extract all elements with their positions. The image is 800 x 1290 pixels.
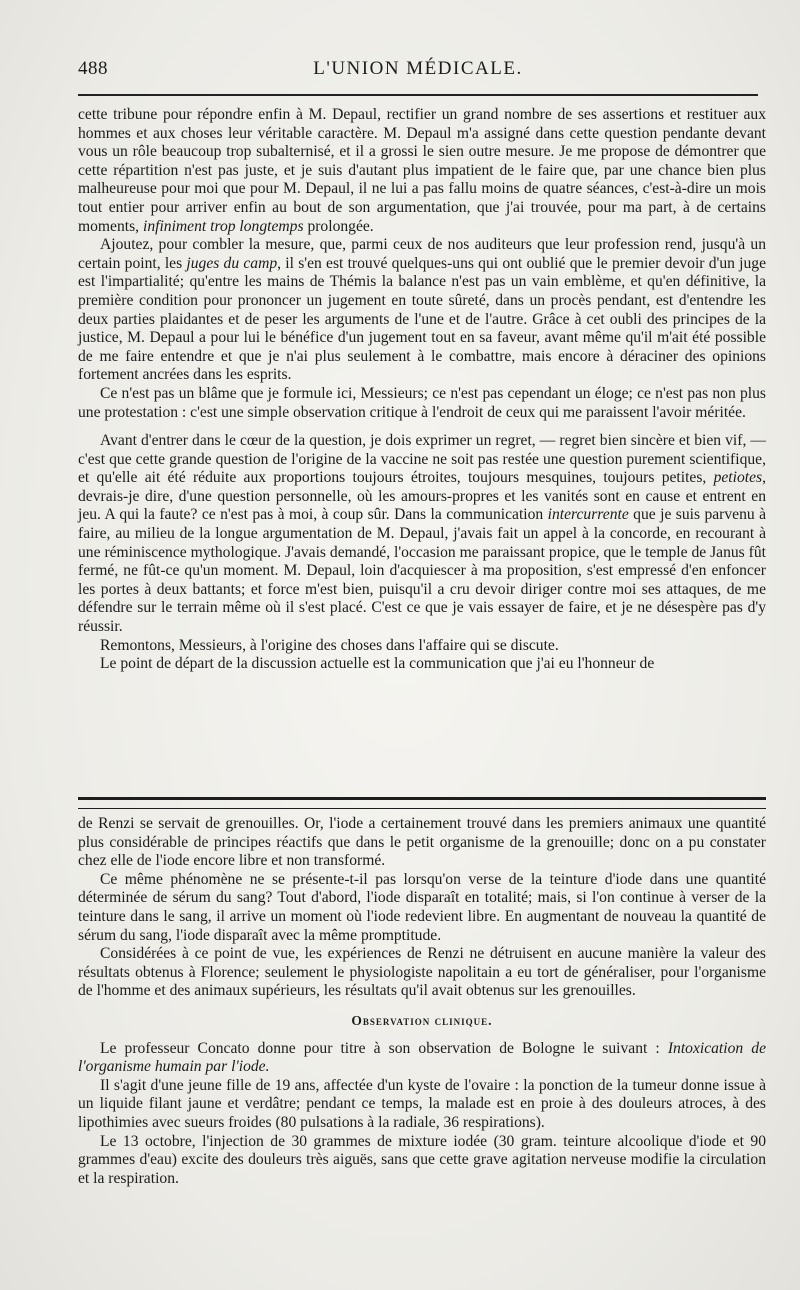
clinical-paragraph-1 — [78, 1040, 766, 1077]
paragraph-4-mid: , devrais-je dire, d'une question personnelle, où les amours-propres et les vanités sont en cause et entrent en jeu. A qui la faute? ce n'est pas à moi, à coup sûr. Dans la communication — [78, 469, 766, 524]
paragraph-1-tail: prolongée. — [303, 217, 374, 235]
paragraph-1-text: cette tribune pour répondre enfin à M. Depaul, rectifier un grand nombre de ses assertions et restituer aux hommes et aux choses leur véritable caractère. M. Depaul m'a assigné dans cette question pendante devant vous un rôle beaucoup trop subalternisé, et il a grossi le sien outre mesure. Je me propose de démontrer que cette répartition n'est pas juste, et je suis d'autant plus impatient de le faire que, par une chance bien plus malheureuse pour moi que pour M. Depaul, il ne lui a pas fallu moins de quatre séances, c'est-à-dire un mois tout entier pour arriver enfin au bout de son argumentation, que j'ai trouvée, pour ma part, à de certains moments, — [78, 106, 766, 235]
clinical-title-italic: Intoxication de l'organisme humain par l'iode. — [78, 1039, 766, 1076]
bottom-paragraph-2: Ce même phénomène ne se présente-t-il pas lorsqu'on verse de la teinture d'iode dans une quantité déterminée de sérum du sang? Tout d'abord, l'iode disparaît en totalité; mais, si l'on continue à verser de la teinture dans le sang, il arrive un moment où l'iode redevient libre. En augmentant de nouveau la quantité de sérum du sang, l'iode disparaît avec la même promptitude. — [78, 870, 766, 944]
page-header — [78, 58, 758, 88]
running-title: L'UNION MÉDICALE. — [313, 58, 523, 79]
paragraph-2 — [78, 236, 766, 385]
page-number: 488 — [78, 58, 108, 79]
paragraph-2-text: Ajoutez, pour combler la mesure, que, parmi ceux de nos auditeurs que leur profession rend, jusqu'à un certain point, les — [78, 236, 766, 272]
paragraph-2-italic: juges du camp — [186, 254, 278, 272]
clinical-paragraph-2: Il s'agit d'une jeune fille de 19 ans, affectée d'un kyste de l'ovaire : la ponction de la tumeur donne issue à un liquide filant jaune et verdâtre; pendant ce temps, la malade est en proie à des douleurs atroces, à des lipothimies avec sueurs froides (80 pulsations à la radiale, 36 respirations). — [78, 1076, 766, 1131]
paragraph-4-tail: que je suis parvenu à faire, au milieu de la longue argumentation de M. Depaul, j'avais fait un appel à la concorde, en recourant à une réminiscence mythologique. J'avais demandé, l'occasion me paraissant propice, que le temple de Janus fût fermé, ne fût-ce qu'un moment. M. Depaul, loin d'acquiescer à ma proposition, s'est empressé d'en enfoncer les portes à deux battants; et force m'est bien, puisqu'il a cru devoir diriger contre moi ses attaques, de me défendre sur le terrain même où il s'est placé. C'est ce que je vais essayer de faire, et je ne désespère pas d'y réussir. — [78, 506, 767, 636]
feuilleton-divider — [78, 797, 766, 809]
paragraph-1-italic: infiniment trop longtemps — [142, 217, 304, 235]
paragraph-4-italic-2: intercurrente — [547, 506, 629, 524]
top-text-block — [78, 106, 766, 674]
paragraph-4-text: Avant d'entrer dans le cœur de la question, je dois exprimer un regret, — regret bien sincère et bien vif, — c'est que cette grande question de l'origine de la vaccine ne soit pas restée une question purement scientifique, et qu'elle ait été réduite aux proportions toujours étroites, toujours mesquines, toujours petites, — [78, 432, 766, 487]
bottom-paragraph-3: Considérées à ce point de vue, les expériences de Renzi ne détruisent en aucune manière la valeur des résultats obtenus à Florence; seulement le physiologiste napolitain a eu tort de généraliser, pour l'organisme de l'homme et des animaux supérieurs, les résultats qu'il avait obtenus sur les grenouilles. — [78, 945, 766, 1000]
paragraph-4 — [78, 432, 766, 637]
paragraph-3: Ce n'est pas un blâme que je formule ici, Messieurs; ce n'est pas cependant un éloge; ce n'est pas non plus une protestation : c'est une simple observation critique à l'endroit de ceux qui me paraissent l'avoir méritée. — [78, 384, 766, 421]
header-rule — [78, 94, 758, 96]
paragraph-6: Le point de départ de la discussion actuelle est la communication que j'ai eu l'honneur de — [100, 655, 655, 673]
bottom-paragraph-1: de Renzi se servait de grenouilles. Or, l'iode a certainement trouvé dans les premiers animaux une quantité plus considérable de principes réactifs que dans le petit organisme de la grenouille; donc on a pu constater chez elle de l'iode encore libre et non transformé. — [78, 815, 766, 870]
paragraph-1 — [78, 106, 766, 236]
paragraph-2-tail: , il s'en est trouvé quelques-uns qui ont oublié que le premier devoir d'un juge est l'impartialité; qu'entre les mains de Thémis la balance n'est pas un vain emblème, et qu'en définitive, la première condition pour prononcer un jugement en toute sûreté, dans un procès pendant, est d'entendre les deux parties plaidantes et de peser les arguments de l'une et de l'autre. Grâce à cet oubli des principes de la justice, M. Depaul a pour lui le bénéfice d'un jugement tout en sa faveur, avant même qu'il m'ait été possible de me faire entendre et que je n'ai plus seulement à le combattre, mais encore à déraciner des opinions fortement ancrées dans les esprits. — [78, 254, 767, 384]
clinical-intro: Le professeur Concato donne pour titre à son observation de Bologne le suivant : — [100, 1039, 668, 1057]
clinical-paragraph-3: Le 13 octobre, l'injection de 30 grammes de mixture iodée (30 gram. teinture alcoolique d'iode et 90 grammes d'eau) excite des douleurs très aiguës, sans que cette grave agitation nerveuse modifie la circulation et la respiration. — [78, 1132, 766, 1187]
paragraph-5: Remontons, Messieurs, à l'origine des choses dans l'affaire qui se discute. — [100, 636, 559, 654]
paragraph-4-italic-1: petiotes — [713, 469, 763, 487]
bottom-text-block — [78, 815, 766, 1188]
section-heading: Observation clinique. — [351, 1012, 493, 1028]
